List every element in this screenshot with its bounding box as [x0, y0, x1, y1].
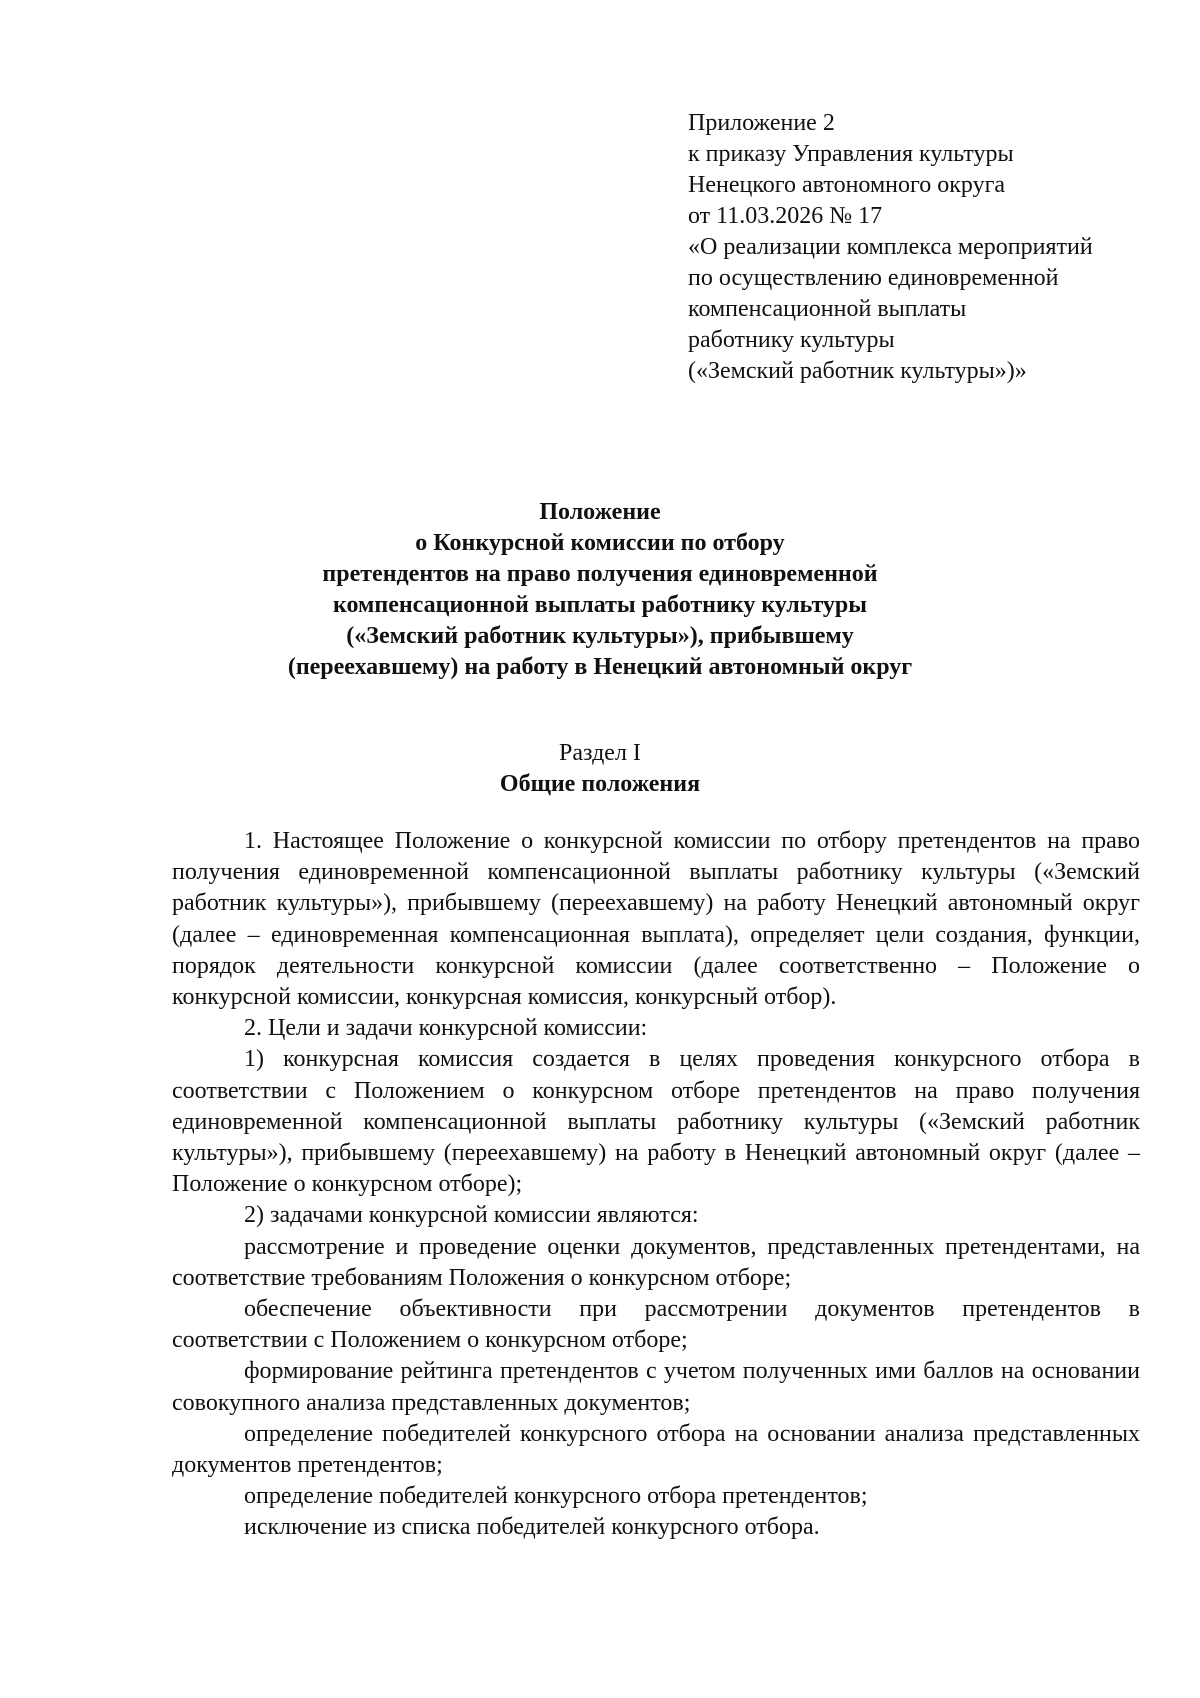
appendix-line: по осуществлению единовременной [688, 265, 1059, 291]
appendix-line: Приложение 2 [688, 110, 835, 136]
section-name: Общие положения [499, 771, 701, 797]
title-line: компенсационной выплаты работнику культуры [332, 592, 868, 618]
paragraph: 1) конкурсная комиссия создается в целях проведения конкурсного отбора в соответствии с Положением о конкурсном отборе претендентов на право получения единовременной компенсационной выплаты работнику культуры («Земский работник культуры»), прибывшему (переехавшему) на работу в Ненецкий автономный округ (далее – Положение о конкурсном отборе); [172, 1046, 1140, 1198]
section-number: Раздел I [559, 740, 641, 766]
appendix-line: компенсационной выплаты [688, 296, 967, 322]
appendix-line: к приказу Управления культуры [688, 141, 1014, 167]
title-line: («Земский работник культуры»), прибывшему [346, 623, 854, 649]
appendix-line: работнику культуры [688, 327, 895, 353]
appendix-line: от 11.03.2026 № 17 [688, 203, 883, 229]
paragraph: 2) задачами конкурсной комиссии являются: [244, 1202, 699, 1229]
paragraph: определение победителей конкурсного отбора на основании анализа представленных документов претендентов; [172, 1420, 1140, 1479]
appendix-line: Ненецкого автономного округа [688, 172, 1006, 198]
title-line: претендентов на право получения единовременной [322, 561, 878, 587]
document-body [172, 826, 1140, 1544]
appendix-line: «О реализации комплекса мероприятий [688, 234, 1093, 260]
paragraph: исключение из списка победителей конкурсного отбора. [244, 1514, 820, 1541]
title-line: Положение [539, 499, 661, 525]
paragraph: 1. Настоящее Положение о конкурсной комиссии по отбору претендентов на право получения единовременной компенсационной выплаты работнику культуры («Земский работник культуры»), прибывшему (переехавшему) на работу Ненецкий автономный округ (далее – единовременная компенсационная выплата), определяет цели создания, функции, порядок деятельности конкурсной комиссии (далее соответственно – Положение о конкурсной комиссии, конкурсная комиссия, конкурсный отбор). [172, 828, 1140, 1011]
title-line: о Конкурсной комиссии по отбору [415, 530, 785, 556]
paragraph: формирование рейтинга претендентов с учетом полученных ими баллов на основании совокупного анализа представленных документов; [172, 1358, 1140, 1416]
paragraph: обеспечение объективности при рассмотрении документов претендентов в соответствии с Положением о конкурсном отборе; [172, 1296, 1140, 1354]
appendix-block [688, 108, 1188, 387]
document-title [170, 497, 1030, 683]
paragraph: 2. Цели и задачи конкурсной комиссии: [244, 1015, 648, 1042]
title-line: (переехавшему) на работу в Ненецкий автономный округ [287, 654, 913, 680]
paragraph: определение победителей конкурсного отбора претендентов; [244, 1483, 868, 1510]
paragraph: рассмотрение и проведение оценки документов, представленных претендентами, на соответствие требованиям Положения о конкурсном отборе; [172, 1233, 1140, 1291]
appendix-line: («Земский работник культуры»)» [688, 358, 1027, 384]
section-heading [170, 738, 1030, 800]
